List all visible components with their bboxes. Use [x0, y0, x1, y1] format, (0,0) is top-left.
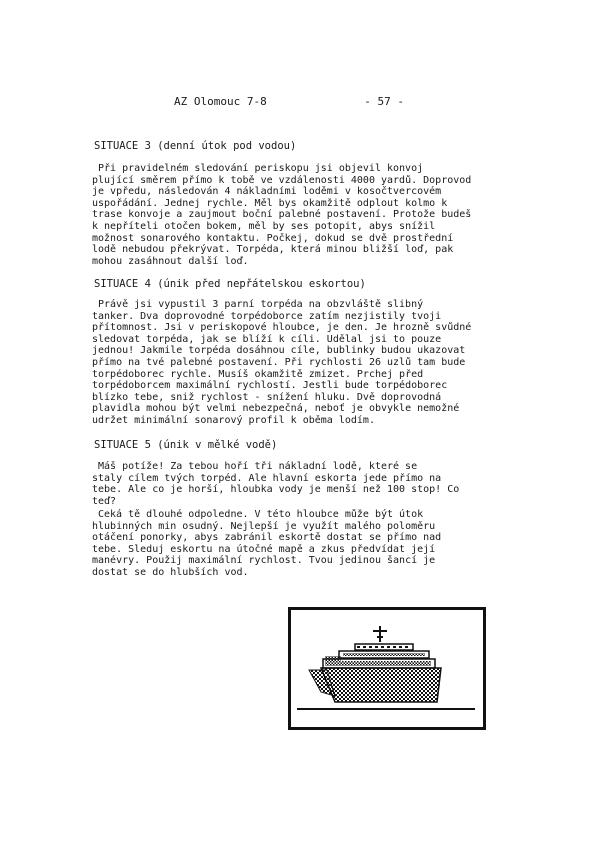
text-line: torpédoborec rychle. Musíš okamžitě zmizet. Prchej před — [92, 368, 424, 380]
page-header — [174, 95, 404, 108]
text-line: blízko tebe, sniž rychlost - snížení hluku. Dvě doprovodná — [92, 391, 442, 403]
text-line: jednou! Jakmile torpéda dosáhnou cíle, bublinky budou ukazovat — [92, 345, 466, 357]
text-line: Při pravidelném sledování periskopu jsi objevil konvoj — [98, 163, 424, 174]
section-title-situace-4: SITUACE 4 (únik před nepřátelskou eskortou) — [94, 278, 366, 290]
ship-icon — [291, 610, 483, 727]
text-line: tanker. Dva doprovodné torpédoborce zatím nezjistily tvoji — [92, 310, 442, 322]
section-3-paragraph — [86, 163, 496, 267]
text-line: hlubinných min osudný. Nejlepší je využít malého poloměru — [92, 520, 436, 532]
section-5-paragraph-1 — [86, 461, 496, 507]
header-title: AZ Olomouc 7-8 — [174, 95, 267, 108]
text-line: Právě jsi vypustil 3 parní torpéda na obzvláště slibný — [98, 299, 424, 310]
text-line: trase konvoje a zaujmout boční palebné postavení. Protože budeš — [92, 209, 472, 221]
section-title-situace-5: SITUACE 5 (únik v mělké vodě) — [94, 439, 278, 451]
text-line: k nepříteli otočen bokem, měl by ses potopit, abys snížil — [92, 220, 436, 232]
text-line: manévry. Použij maximální rychlost. Tvou jedinou šancí je — [92, 555, 436, 567]
section-5-paragraph-2 — [86, 509, 496, 579]
text-line: přítomnost. Jsi v periskopové hloubce, je den. Je hrozně svůdné — [92, 322, 472, 334]
ship-illustration-frame — [288, 607, 486, 730]
text-line: přímo na tvé palebné postavení. Při rychlosti 26 uzlů tam bude — [92, 356, 466, 368]
text-line: sledovat torpéda, jak se blíží k cíli. Udělal jsi to pouze — [92, 333, 442, 345]
text-line: dostat se do hlubších vod. — [92, 566, 249, 578]
text-line: mohou zasáhnout další loď. — [92, 255, 249, 267]
text-line: udržet minimální sonarový profil k oběma lodím. — [92, 414, 375, 426]
text-line: uspořádání. Jednej rychle. Měl bys okamžitě odplout kolmo k — [92, 197, 448, 209]
text-line: staly cílem tvých torpéd. Ale hlavní eskorta jede přímo na — [92, 472, 442, 484]
text-line: Čeká tě dlouhé odpoledne. V této hloubce může být útok — [98, 509, 424, 520]
text-line: plavidla mohou být velmi nebezpečná, neboť je obvykle nemožné — [92, 403, 460, 415]
text-line: tebe. Sleduj eskortu na útočné mapě a zkus předvídat její — [92, 543, 436, 555]
page-number: - 57 - — [364, 95, 404, 108]
section-title-situace-3: SITUACE 3 (denní útok pod vodou) — [94, 140, 297, 152]
text-line: teď? — [92, 495, 117, 507]
text-line: Máš potíže! Za tebou hoří tři nákladní lodě, které se — [98, 461, 418, 472]
text-line: lodě nebudou překrývat. Torpéda, která minou bližší loď, pak — [92, 244, 454, 256]
section-4-paragraph — [86, 299, 496, 427]
text-line: torpédoborcem maximální rychlostí. Jestli bude torpédoborec — [92, 380, 448, 392]
text-line: plující směrem přímo k tobě ve vzdálenosti 4000 yardů. Doprovod — [92, 174, 472, 186]
text-line: možnost sonarového kontaktu. Počkej, dokud se dvě prostřední — [92, 232, 454, 244]
text-line: tebe. Ale co je horší, hloubka vody je menší než 100 stop! Co — [92, 484, 460, 496]
text-line: je vpředu, následován 4 nákladními loděmi v kosočtvercovém — [92, 186, 442, 198]
text-line: otáčení ponorky, abys zabránil eskortě dostat se přímo nad — [92, 532, 442, 544]
